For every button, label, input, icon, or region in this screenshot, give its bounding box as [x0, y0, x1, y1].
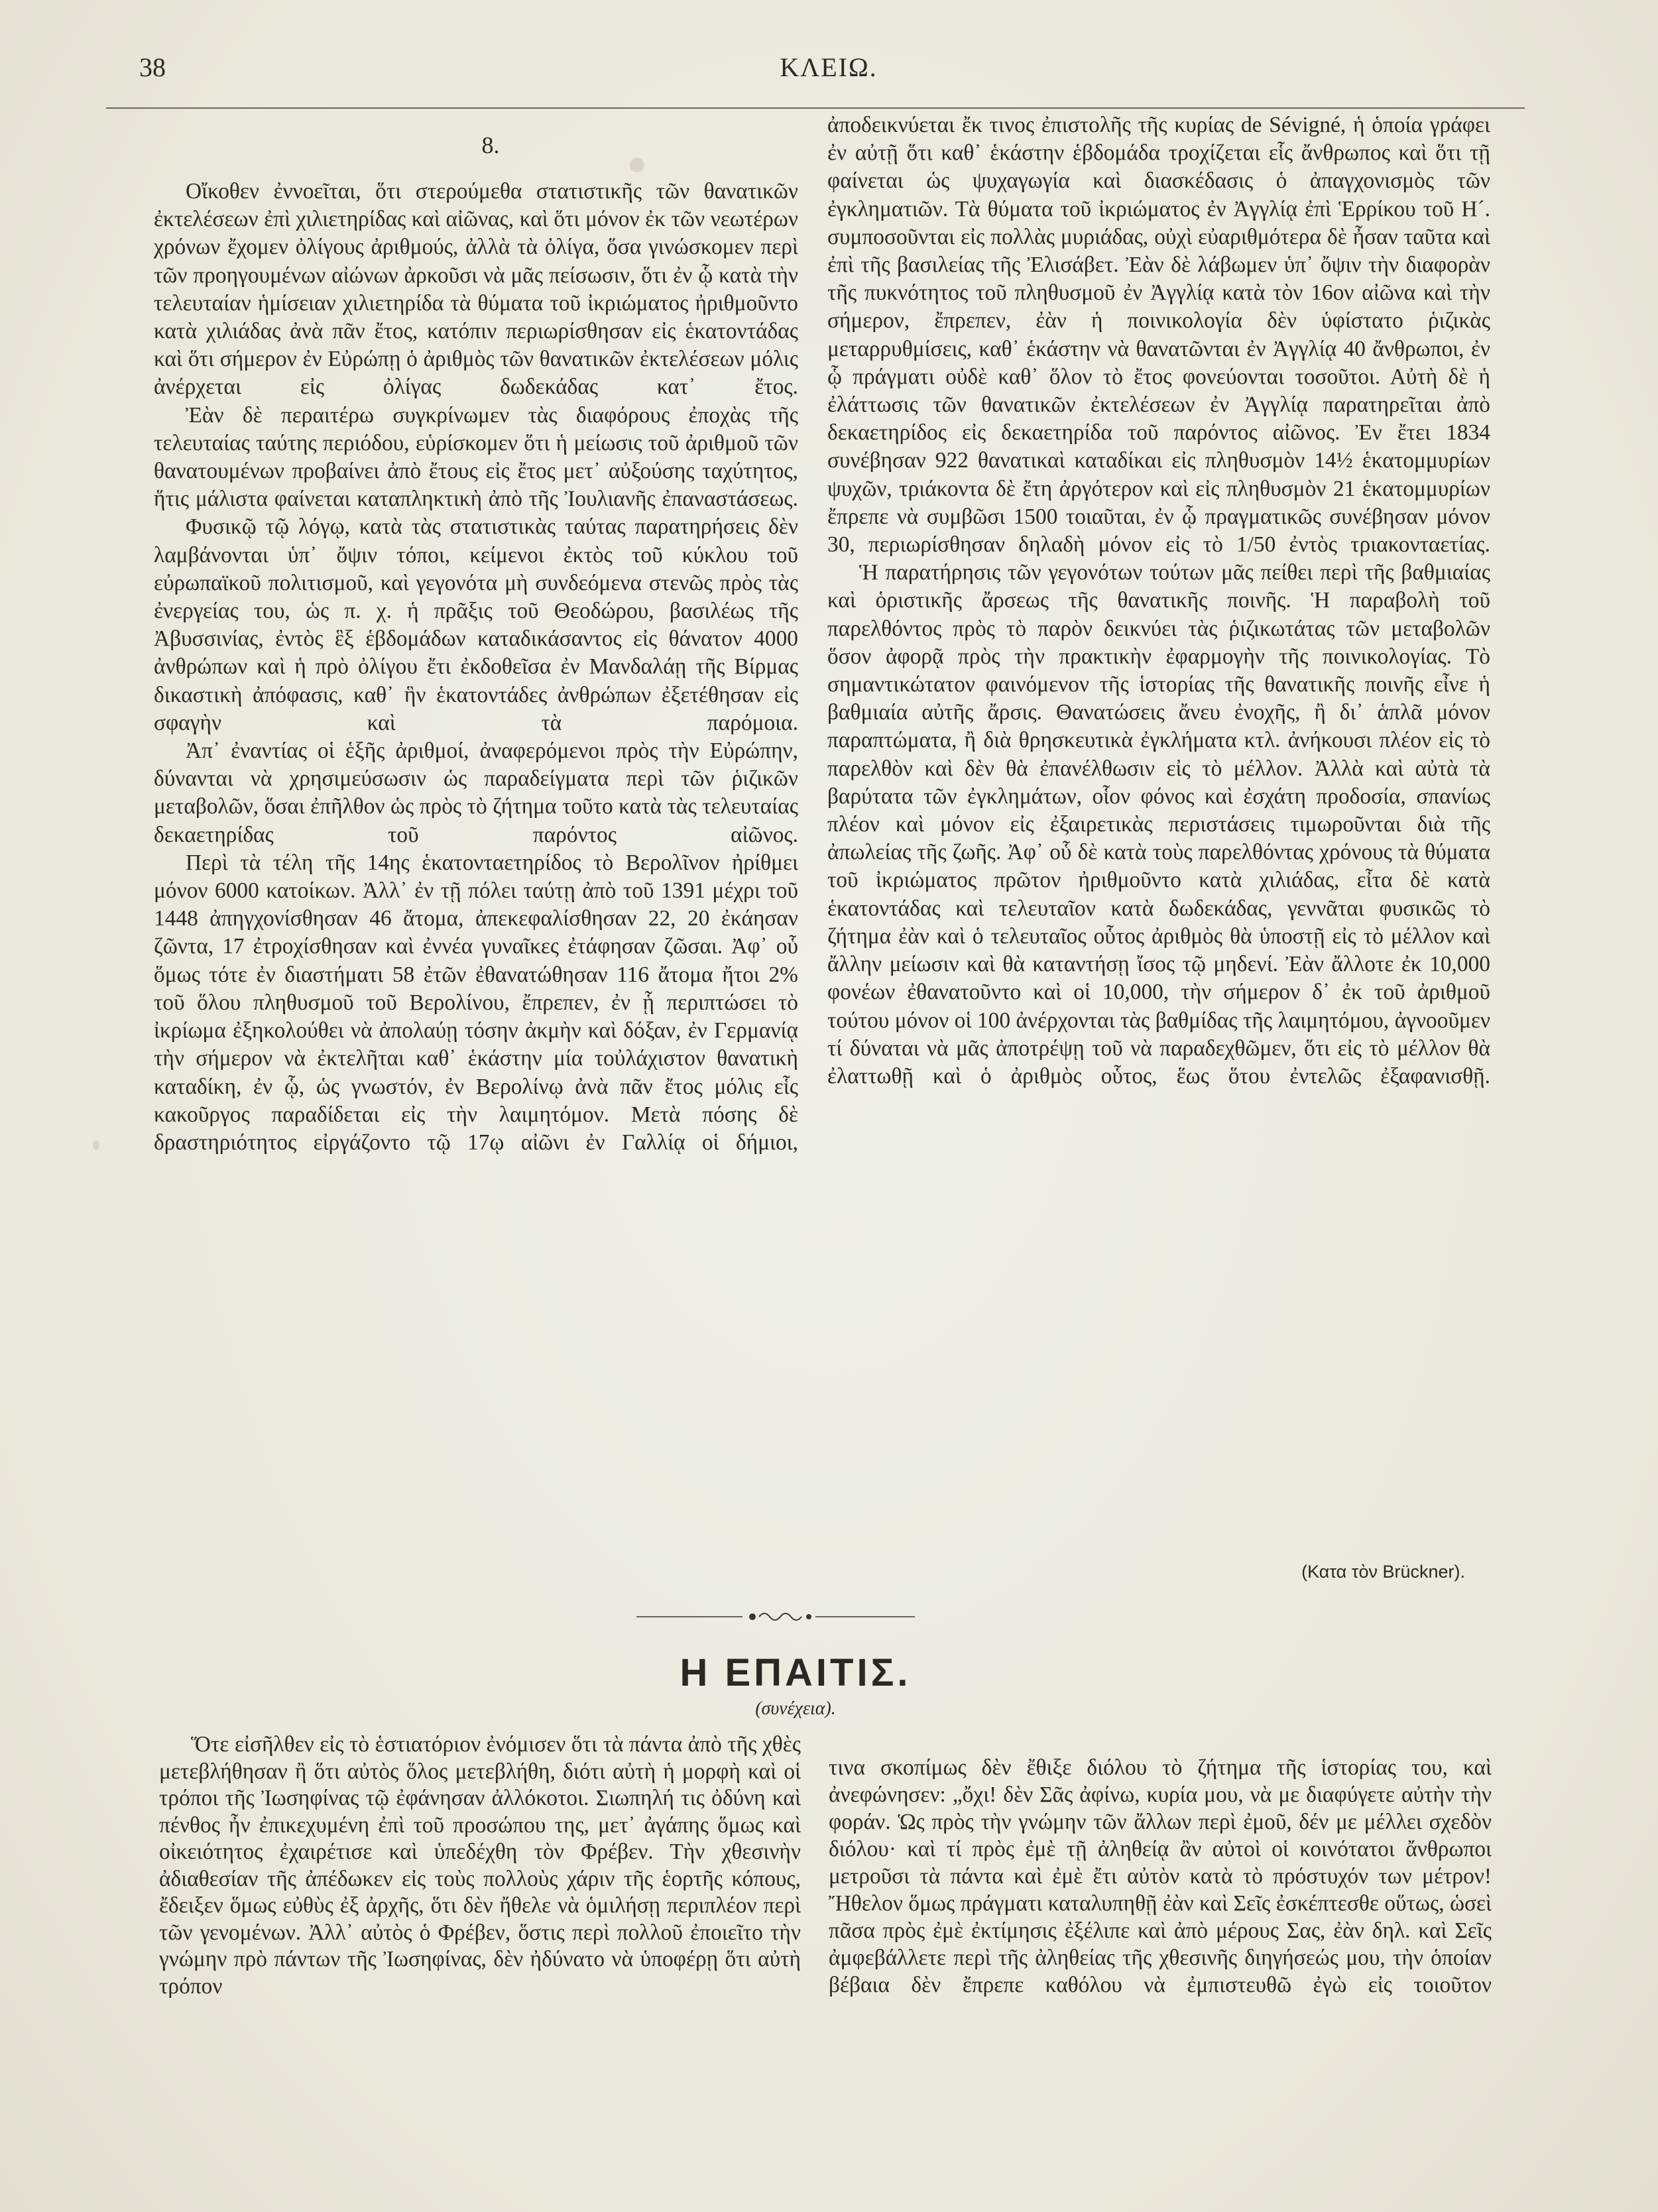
page-header — [133, 46, 1525, 93]
story-subtitle: (συνέχεια). — [755, 1698, 836, 1719]
paragraph: Ἀπ᾽ ἐναντίας οἱ ἑξῆς ἀριθμοί, ἀναφερόμενοι πρὸς τὴν Εὐρώπην, δύνανται νὰ χρησιμεύσωσιν ὡς παραδείγματα περὶ τῶν ῥιζικῶν μεταβολῶν, ὅσαι ἐπῆλθον ὡς πρὸς τὸ ζήτημα τοῦτο κατὰ τὰς τελευταίας δεκαετηρίδας τοῦ παρόντος αἰῶνος. — [154, 738, 798, 847]
article-right-column — [827, 111, 1490, 1090]
paragraph: Περὶ τὰ τέλη τῆς 14ης ἑκατονταετηρίδος τὸ Βερολῖνον ἠρίθμει μόνον 6000 κατοίκων. Ἀλλ᾽ ἐν τῇ πόλει ταύτῃ ἀπὸ τοῦ 1391 μέχρι τοῦ 1448 ἀπηγχονίσθησαν 46 ἄτομα, ἀπεκεφαλίσθησαν 22, 20 ἐκάησαν ζῶντα, 17 ἐτροχίσθησαν καὶ ἐννέα γυναῖκες ἐτάφησαν ζῶσαι. Ἀφ᾽ οὗ ὅμως τότε ἐν διαστήματι 58 ἐτῶν ἐθανατώθησαν 116 ἄτομα ἤτοι 2% τοῦ ὅλου πληθυσμοῦ τοῦ Βερολίνου, ἔπρεπεν, ἐν ᾗ περιπτώσει τὸ ἰκρίωμα ἐξηκολούθει νὰ ἀπολαύῃ τόσην ἀκμὴν καὶ δόξαν, ἐν Γερμανίᾳ τὴν σήμερον νὰ ἐκτελῆται καθ᾽ ἑκάστην μία τοὐλάχιστον θανατικὴ καταδίκη, ἐν ᾧ, ὡς γνωστόν, ἐν Βερολίνῳ ἀνὰ πᾶν ἔτος μόλις εἷς κακοῦργος παραδίδεται εἰς τὴν λαιμητόμον. Μετὰ πόσης δὲ δραστηριότητος εἰργάζοντο τῷ 17ῳ αἰῶνι ἐν Γαλλίᾳ οἱ δήμιοι, — [154, 850, 798, 1155]
ornament-divider — [636, 1607, 915, 1627]
header-rule — [106, 107, 1525, 109]
article-left-column — [154, 178, 798, 1157]
story-right-column — [829, 1754, 1492, 1999]
article-attribution: (Κατα τὸν Brückner). — [1301, 1562, 1465, 1582]
page-number: 38 — [139, 52, 166, 82]
paragraph: Ἡ παρατήρησις τῶν γεγονότων τούτων μᾶς πείθει περὶ τῆς βαθμιαίας καὶ ὁριστικῆς ἄρσεως τῆς θανατικῆς ποινῆς. Ἡ παραβολὴ τοῦ παρελθόντος πρὸς τὸ παρὸν δεικνύει τὰς ῥιζικωτάτας τῶν μεταβολῶν ὅσον ἀφορᾷ πρὸς τὴν πρακτικὴν ἐφαρμογὴν τῆς ποινικολογίας. Τὸ σημαντικώτατον φαινόμενον τῆς ἱστορίας τῆς θανατικῆς ποινῆς εἶνε ἡ βαθμιαία αὐτῆς ἄρσις. Θανατώσεις ἄνευ ἐνοχῆς, ἢ δι᾽ ἁπλᾶ μόνον παραπτώματα, ἢ διὰ θρησκευτικὰ ἐγκλήματα κτλ. ἀνήκουσι πλέον εἰς τὸ παρελθὸν καὶ δὲν θὰ ἐπανέλθωσιν εἰς τὸ μέλλον. Ἀλλὰ καὶ αὐτὰ τὰ βαρύτατα τῶν ἐγκλημάτων, οἷον φόνος καὶ ἐσχάτη προδοσία, σπανίως πλέον καὶ μόνον εἰς ἐξαιρετικὰς περιστάσεις τιμωροῦνται διὰ τῆς ἀπωλείας τῆς ζωῆς. Ἀφ᾽ οὗ δὲ κατὰ τοὺς παρελθόντας χρόνους τὰ θύματα τοῦ ἰκριώματος πρῶτον ἠριθμοῦντο κατὰ χιλιάδας, εἶτα δὲ κατὰ ἑκατοντάδας καὶ τελευταῖον κατὰ δωδεκάδας, γεννᾶται φυσικῶς τὸ ζήτημα ἐὰν καὶ ὁ τελευταῖος οὗτος ἀριθμὸς θὰ ὑποστῇ εἰς τὸ μέλλον καὶ ἄλλην μείωσιν καὶ θὰ καταντήσῃ ἴσος τῷ μηδενί. Ἐὰν ἄλλοτε ἐκ 10,000 φονέων ἐθανατοῦντο καὶ οἱ 10,000, τὴν σήμερον δ᾽ ἐκ τοῦ ἀριθμοῦ τούτου μόνον οἱ 100 ἀνέρχονται τὰς βαθμίδας τῆς λαιμητόμου, ἀγνοοῦμεν τί δύναται νὰ μᾶς ἀποτρέψῃ τοῦ νὰ παραδεχθῶμεν, ὅτι εἰς τὸ μέλλον θὰ ἐλαττωθῇ καὶ ὁ ἀριθμὸς οὗτος, ἕως ὅτου ἐντελῶς ἐξαφανισθῇ. — [827, 560, 1490, 1088]
ink-blot — [630, 158, 644, 172]
paragraph: Οἴκοθεν ἐννοεῖται, ὅτι στερούμεθα στατιστικῆς τῶν θανατικῶν ἐκτελέσεων ἐπὶ χιλιετηρίδας καὶ αἰῶνας, καὶ ὅτι μόνον ἐκ τῶν νεωτέρων χρόνων ἔχομεν ὀλίγους ἀριθμούς, ἀλλὰ τὰ ὀλίγα, ὅσα γινώσκομεν περὶ τῶν προηγουμένων αἰώνων ἀρκοῦσι νὰ μᾶς πείσωσιν, ὅτι ἐν ᾧ κατὰ τὴν τελευταίαν ἡμίσειαν χιλιετηρίδα τὰ θύματα τοῦ ἰκριώματος ἠριθμοῦντο κατὰ χιλιάδας ἀνὰ πᾶν ἔτος, κατόπιν περιωρίσθησαν εἰς ἑκατοντάδας καὶ ὅτι σήμερον ἐν Εὐρώπῃ ὁ ἀριθμὸς τῶν θανατικῶν ἐκτελέσεων μόλις ἀνέρχεται εἰς ὀλίγας δωδεκάδας κατ᾽ ἔτος. — [154, 179, 798, 400]
running-title: ΚΛΕΙΩ. — [780, 52, 878, 82]
paragraph: Ὅτε εἰσῆλθεν εἰς τὸ ἑστιατόριον ἐνόμισεν ὅτι τὰ πάντα ἀπὸ τῆς χθὲς μετεβλήθησαν ἢ ὅτι αὐτὸς ὅλος μετεβλήθη, διότι αὐτὴ ἡ μορφὴ καὶ οἱ τρόποι τῆς Ἰωσηφίνας τῷ ἐφάνησαν ἀλλόκοτοι. Σιωπηλή τις ὀδύνη καὶ πένθος ἦν ἐπικεχυμένη ἐπὶ τοῦ προσώπου της, μετ᾽ ἀγάπης ὅμως καὶ οἰκειότητος ἐχαιρέτισε καὶ ὑπεδέχθη τὸν Φρέβεν. Τὴν χθεσινὴν ἀδιαθεσίαν τῆς ἀπέδωκεν εἰς τοὺς πολλοὺς χάριν τῆς ἑορτῆς κόπους, ἔδειξεν ὅμως εὐθὺς ἐξ ἀρχῆς, ὅτι δὲν ἤθελε νὰ ὁμιλήσῃ περιπλέον περὶ τῶν γενομένων. Ἀλλ᾽ αὐτὸς ὁ Φρέβεν, ὅστις περὶ πολλοῦ ἐποιεῖτο τὴν γνώμην πρὸ πάντων τῆς Ἰωσηφίνας, δὲν ἠδύνατο νὰ ὑποφέρῃ ὅτι αὐτὴ τρόπον — [159, 1732, 801, 1999]
paragraph: Φυσικῷ τῷ λόγῳ, κατὰ τὰς στατιστικὰς ταύτας παρατηρήσεις δὲν λαμβάνονται ὑπ᾽ ὄψιν τόποι, κείμενοι ἐκτὸς τοῦ κύκλου τοῦ εὐρωπαϊκοῦ πολιτισμοῦ, καὶ γεγονότα μὴ συνδεόμενα στενῶς πρὸς τὰς ἐνεργείας του, ὡς π. χ. ἡ πρᾶξις τοῦ Θεοδώρου, βασιλέως τῆς Ἀβυσσινίας, ἐντὸς ἓξ ἑβδομάδων καταδικάσαντος εἰς θάνατον 4000 ἀνθρώπων καὶ ἡ πρὸ ὀλίγου ἔτι ἐκδοθεῖσα ἐν Μανδαλάῃ τῆς Βίρμας δικαστικὴ ἀπόφασις, καθ᾽ ἣν ἑκατοντάδες ἀνθρώπων ἐξετέθησαν εἰς σφαγὴν καὶ τὰ παρόμοια. — [154, 514, 798, 735]
ink-blot — [93, 1140, 99, 1149]
section-number: 8. — [481, 132, 500, 158]
story-left-column — [159, 1731, 801, 2000]
paragraph: ἀποδεικνύεται ἔκ τινος ἐπιστολῆς τῆς κυρίας de Sévigné, ἡ ὁποία γράφει ἐν αὐτῇ ὅτι καθ᾽ ἑκάστην ἑβδομάδα τροχίζεται εἷς ἄνθρωπος καὶ ὅτι τῇ φαίνεται ὡς ψυχαγωγία καὶ διασκέδασις ὁ ἀπαγχονισμὸς τῶν ἐγκληματιῶν. Τὰ θύματα τοῦ ἰκριώματος ἐν Ἀγγλίᾳ ἐπὶ Ἑρρίκου τοῦ Η´. συμποσοῦνται εἰς πολλὰς μυριάδας, οὐχὶ εὐαριθμότερα δὲ ἦσαν ταῦτα καὶ ἐπὶ τῆς βασιλείας τῆς Ἐλισάβετ. Ἐὰν δὲ λάβωμεν ὑπ᾽ ὄψιν τὴν διαφορὰν τῆς πυκνότητος τοῦ πληθυσμοῦ ἐν Ἀγγλίᾳ κατὰ τὸν 16ον αἰῶνα καὶ τὴν σήμερον, ἔπρεπεν, ἐὰν ἡ ποινικολογία δὲν ὑφίστατο ῥιζικὰς μεταρρυθμίσεις, καθ᾽ ἑκάστην νὰ θανατῶνται ἐν Ἀγγλίᾳ 40 ἄνθρωποι, ἐν ᾧ πράγματι οὐδὲ καθ᾽ ὅλον τὸ ἔτος φονεύονται τοσοῦτοι. Αὐτὴ δὲ ἡ ἐλάττωσις τῶν θανατικῶν ἐκτελέσεων ἐν Ἀγγλίᾳ παρατηρεῖται ἀπὸ δεκαετηρίδος εἰς δεκαετηρίδα τοῦ παρόντος αἰῶνος. Ἐν ἔτει 1834 συνέβησαν 922 θανατικαὶ καταδίκαι εἰς πληθυσμὸν 14½ ἑκατομμυρίων ψυχῶν, τριάκοντα δὲ ἔτη ἀργότερον καὶ εἰς πληθυσμὸν 21 ἑκατομμυρίων ἔπρεπε νὰ συμβῶσι 1500 τοιαῦται, ἐν ᾧ πραγματικῶς συνέβησαν μόνον 30, περιωρίσθησαν δηλαδὴ μόνον εἰς τὸ 1/50 ἐντὸς τριακονταετίας. — [827, 113, 1490, 557]
story-title: Η ΕΠΑΙΤΙΣ. — [680, 1651, 912, 1694]
paragraph: τινα σκοπίμως δὲν ἔθιξε διόλου τὸ ζήτημα τῆς ἱστορίας του, καὶ ἀνεφώνησεν: „ὄχι! δὲν Σᾶς ἀφίνω, κυρία μου, νὰ με διαφύγετε αὐτὴν τὴν φοράν. Ὡς πρὸς τὴν γνώμην τῶν ἄλλων περὶ ἐμοῦ, δέν με μέλλει σχεδὸν διόλου· καὶ τί πρὸς ἐμὲ τῇ ἀληθείᾳ ἂν αὐτοὶ οἱ κοινότατοι ἄνθρωποι μετροῦσι τὰ πάντα καὶ ἐμὲ ἔτι αὐτὸν κατὰ τὸ πρόστυχόν των μέτρον! Ἤθελον ὅμως πράγματι καταλυπηθῇ ἐὰν καὶ Σεῖς ἐσκέπτεσθε οὕτως, ὡσεὶ πᾶσα πρὸς ἐμὲ ἐκτίμησις ἐξέλιπε καὶ ἀπὸ μέρους Σας, ἐὰν δηλ. καὶ Σεῖς ἀμφεβάλλετε περὶ τῆς ἀληθείας τῆς χθεσινῆς διηγήσεώς μου, τὴν ὁποίαν βέβαια δὲν ἔπρεπε καθόλου νὰ ἐμπιστευθῶ ἐγὼ εἰς τοιοῦτον — [829, 1755, 1492, 1997]
paragraph: Ἐὰν δὲ περαιτέρω συγκρίνωμεν τὰς διαφόρους ἐποχὰς τῆς τελευταίας ταύτης περιόδου, εὑρίσκομεν ὅτι ἡ μείωσις τοῦ ἀριθμοῦ τῶν θανατουμένων προβαίνει ἀπὸ ἔτους εἰς ἔτος μετ᾽ αὐξούσης ταχύτητος, ἥτις μάλιστα φαίνεται καταπληκτικὴ ἀπὸ τῆς Ἰουλιανῆς ἐπαναστάσεως. — [154, 402, 798, 512]
